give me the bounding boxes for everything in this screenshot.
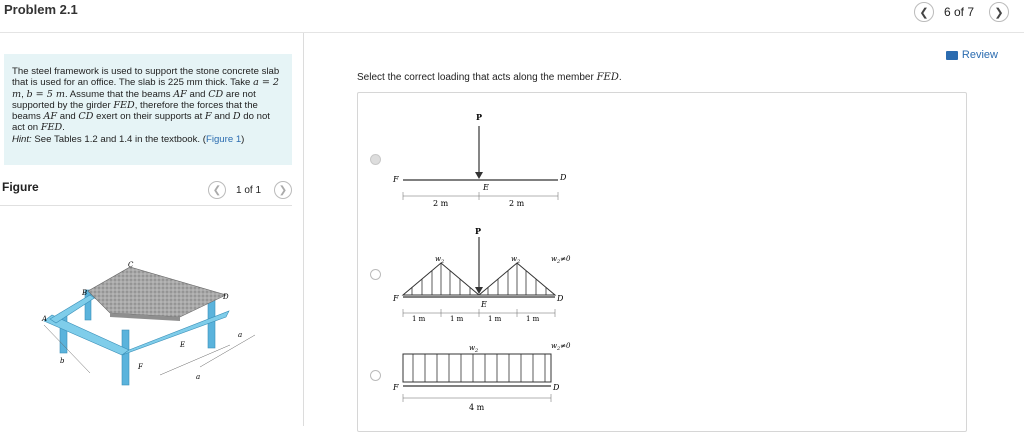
label-A: A — [42, 315, 48, 323]
option-1-dim-left: 2 m — [433, 199, 449, 208]
option-1-radio[interactable] — [370, 154, 381, 165]
option-2-label-E: E — [481, 300, 487, 309]
figure-next-button[interactable] — [274, 181, 292, 199]
option-2-dim-1: 1 m — [412, 315, 426, 323]
option-2-dim-3: 1 m — [488, 315, 502, 323]
option-1-load-label: P — [476, 112, 483, 122]
label-B: B — [82, 289, 88, 297]
label-a2: a — [196, 373, 201, 381]
option-2-note: $w_2\ne 0$ — [551, 255, 571, 265]
option-2-label-D: D — [557, 294, 564, 303]
option-2-dim-2: 1 m — [450, 315, 464, 323]
previous-problem-button[interactable] — [914, 2, 934, 22]
option-2-radio[interactable] — [370, 269, 381, 280]
label-b: b — [60, 357, 65, 365]
page-count: 6 of 7 — [943, 5, 974, 19]
label-a: a — [238, 331, 243, 339]
option-3-radio[interactable] — [370, 370, 381, 381]
svg-text:2: 2 — [441, 259, 445, 265]
option-3-label-D: D — [553, 383, 560, 392]
option-3-label-F: F — [393, 383, 399, 392]
question-text: Select the correct loading that acts along the member FED. — [357, 72, 622, 83]
framework-figure — [30, 255, 292, 390]
option-2-dim-4: 1 m — [526, 315, 540, 323]
review-label: Review — [961, 49, 998, 61]
problem-statement: The steel framework is used to support the stone concrete slab that is used for an office. The slab is 225 mm thick. Take a = 2 m, b = 5 m. Assume that the beams AF and CD are not supported by the girder FED, therefore the forces that the beams AF and CD exert on their supports at F and D do not act on FED. Hint: See Tables 1.2 and 1.4 in the textbook. (Figure 1) — [4, 54, 292, 165]
option-1-diagram — [385, 108, 585, 213]
option-1-label-E: E — [483, 183, 489, 192]
review-link[interactable] — [946, 49, 998, 61]
option-2-diagram — [385, 225, 585, 325]
chevron-right-icon: ❯ — [994, 6, 1004, 19]
chevron-right-icon: ❯ — [278, 184, 288, 196]
problem-title: Problem 2.1 — [4, 2, 78, 17]
figure-heading: Figure — [2, 180, 39, 194]
header-divider — [0, 32, 1024, 33]
label-C: C — [128, 261, 134, 269]
label-F: F — [138, 363, 143, 371]
option-2-load-label: P — [475, 226, 482, 236]
option-3-note: $w_2\ne 0$ — [551, 342, 571, 352]
figure-count: 1 of 1 — [236, 185, 262, 196]
option-2-w2-left: w — [435, 255, 441, 263]
option-3-w2: $w_2$ — [469, 344, 479, 354]
figure-link[interactable]: Figure 1 — [205, 133, 242, 145]
chevron-left-icon: ❮ — [212, 184, 222, 196]
chevron-left-icon: ❮ — [919, 6, 929, 19]
option-3-dim: 4 m — [469, 403, 485, 412]
label-D: D — [223, 293, 229, 301]
figure-divider — [0, 205, 292, 206]
option-2-label-F: F — [393, 294, 399, 303]
option-1-label-D: D — [560, 173, 567, 182]
column-divider — [303, 33, 304, 426]
next-problem-button[interactable] — [989, 2, 1009, 22]
book-icon — [946, 51, 958, 60]
option-3-diagram — [385, 338, 585, 423]
option-2-w2-right: w — [511, 255, 517, 263]
figure-previous-button[interactable] — [208, 181, 226, 199]
option-1-dim-right: 2 m — [509, 199, 525, 208]
label-E: E — [180, 341, 186, 349]
svg-text:2: 2 — [517, 259, 521, 265]
option-1-label-F: F — [393, 175, 399, 184]
